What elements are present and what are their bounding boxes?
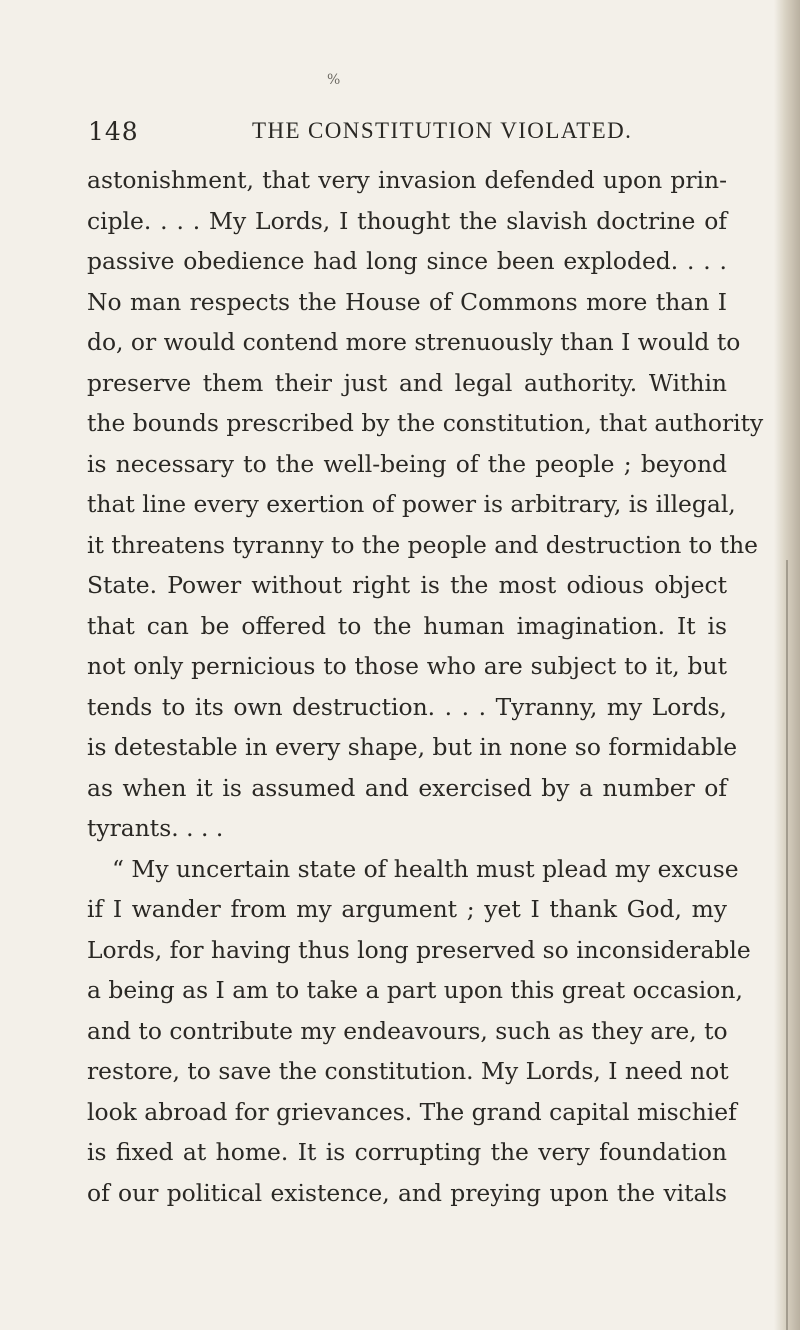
running-title: THE CONSTITUTION VIOLATED.	[252, 118, 633, 143]
body-text	[87, 160, 764, 1213]
text-line: that can be offered to the human imagination. It is	[87, 611, 727, 640]
text-line: of our political existence, and preying upon the vitals	[87, 1178, 727, 1207]
text-line: astonishment, that very invasion defended upon prin-	[87, 166, 727, 194]
text-line: not only pernicious to those who are subject to it, but	[87, 652, 727, 680]
text-line: a being as I am to take a part upon this great occasion,	[87, 976, 743, 1004]
text-line: preserve them their just and legal authority. Within	[87, 368, 727, 397]
text-line: passive obedience had long since been exploded. . . .	[87, 247, 727, 275]
text-line: ciple. . . . My Lords, I thought the slavish doctrine of	[87, 206, 727, 235]
page-edge-line	[786, 560, 788, 1330]
print-speck: %	[327, 72, 341, 88]
text-line: it threatens tyranny to the people and destruction to the	[87, 530, 758, 559]
text-line: tyrants. . . .	[87, 814, 224, 842]
text-line: No man respects the House of Commons more than I	[87, 287, 727, 316]
text-line: tends to its own destruction. . . . Tyranny, my Lords,	[87, 692, 727, 721]
text-line: the bounds prescribed by the constitution, that authority	[87, 409, 764, 437]
text-line: if I wander from my argument ; yet I thank God, my	[87, 895, 727, 923]
text-line: State. Power without right is the most odious object	[87, 571, 727, 599]
text-line: look abroad for grievances. The grand capital mischief	[87, 1097, 737, 1126]
text-line: do, or would contend more strenuously than I would to	[87, 328, 741, 356]
running-head	[88, 117, 728, 151]
text-line: “ My uncertain state of health must plead my excuse	[112, 854, 739, 883]
text-line: as when it is assumed and exercised by a number of	[87, 773, 727, 802]
text-line: restore, to save the constitution. My Lords, I need not	[87, 1057, 729, 1085]
page-number: 148	[88, 117, 139, 146]
text-line: is necessary to the well-being of the people ; beyond	[87, 449, 727, 478]
text-line: that line every exertion of power is arbitrary, is illegal,	[87, 490, 736, 518]
text-line: is fixed at home. It is corrupting the very foundation	[87, 1138, 727, 1166]
text-line: is detestable in every shape, but in none so formidable	[87, 733, 738, 761]
text-line: Lords, for having thus long preserved so inconsiderable	[87, 935, 751, 964]
text-line: and to contribute my endeavours, such as they are, to	[87, 1016, 728, 1045]
